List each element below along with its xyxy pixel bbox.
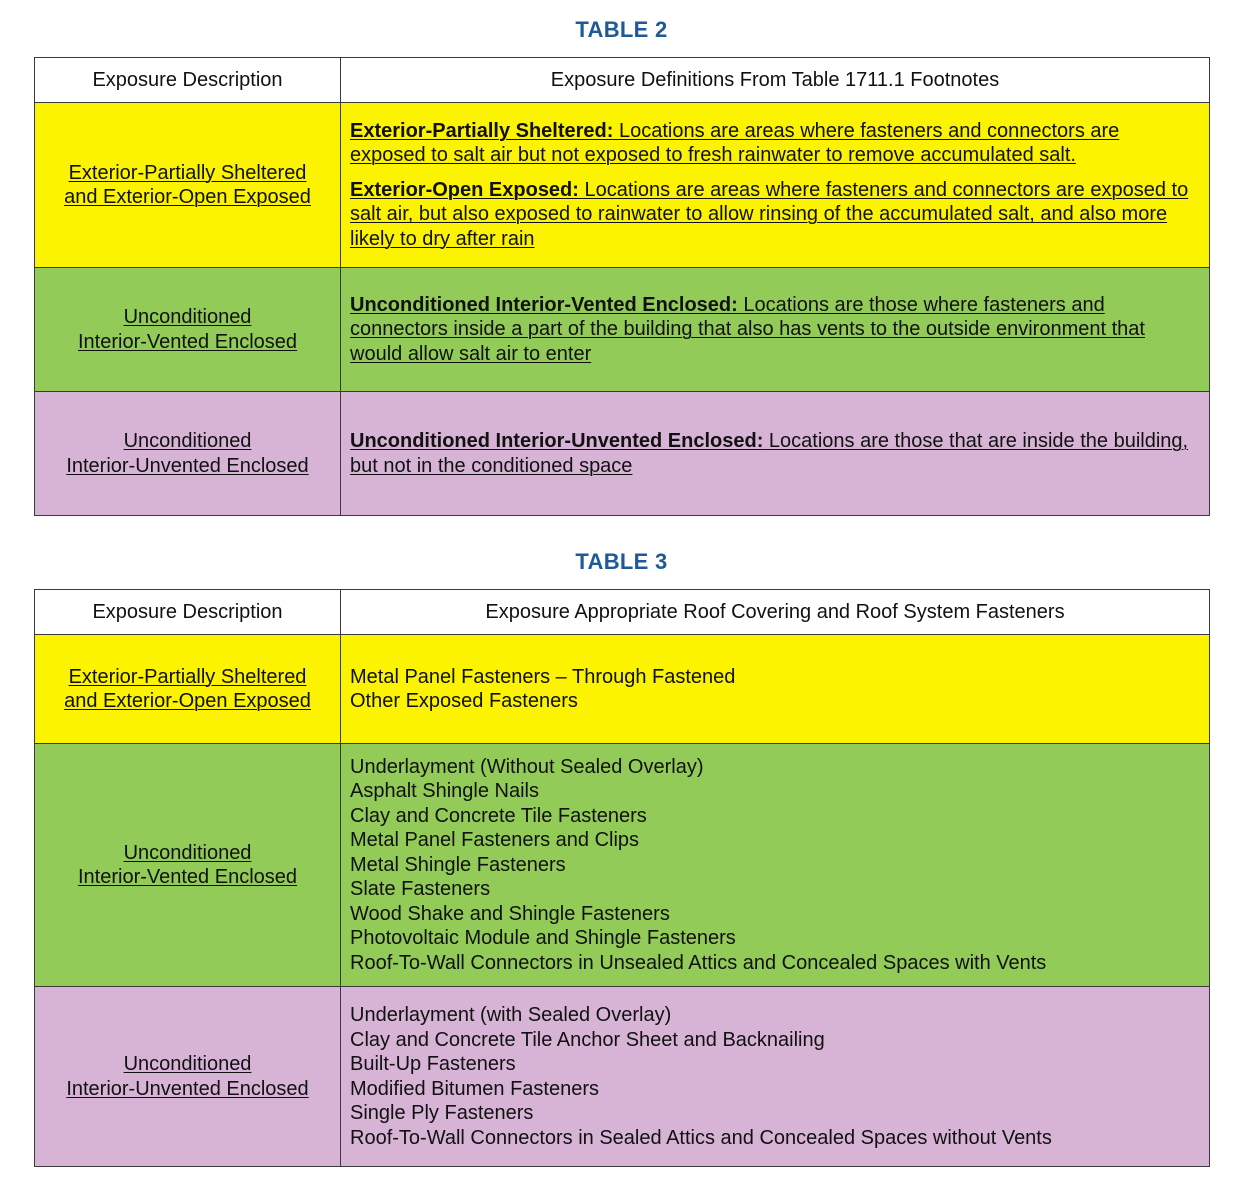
list-item: Asphalt Shingle Nails (350, 780, 539, 803)
list-item: Underlayment (with Sealed Overlay) (350, 1004, 672, 1026)
description-line: Interior-Unvented Enclosed (66, 1077, 309, 1100)
definition-term: Unconditioned Interior-Vented Enclosed: (350, 293, 738, 316)
description-line: Unconditioned (123, 1053, 252, 1075)
list-item: Roof-To-Wall Connectors in Sealed Attics and Concealed Spaces without Vents (350, 1126, 1052, 1149)
list-item: Roof-To-Wall Connectors in Unsealed Attics and Concealed Spaces with Vents (350, 951, 1047, 974)
description-line: Unconditioned (123, 306, 252, 328)
table-row (35, 103, 1210, 268)
table-row (35, 392, 1210, 516)
description-line: and Exterior-Open Exposed (64, 690, 311, 712)
list-item: Metal Shingle Fasteners (350, 853, 566, 876)
list-item: Clay and Concrete Tile Fasteners (350, 804, 647, 827)
list-item: Modified Bitumen Fasteners (350, 1077, 600, 1100)
definition-term: Exterior-Open Exposed: (350, 178, 579, 201)
table-row (35, 744, 1210, 987)
table3-header-row (35, 590, 1210, 635)
description-line: Unconditioned (123, 430, 252, 452)
description-line: Exterior-Partially Sheltered (68, 161, 307, 184)
fastener-list-cell (341, 744, 1210, 987)
table-row (35, 635, 1210, 744)
table2-title: TABLE 2 (575, 17, 668, 42)
table2-header-row (35, 58, 1210, 103)
exposure-definition-cell (341, 268, 1210, 392)
table2-header-definitions: Exposure Definitions From Table 1711.1 Footnotes (341, 58, 1210, 103)
definition-term: Exterior-Partially Sheltered: (350, 119, 614, 142)
list-item: Metal Panel Fasteners and Clips (350, 829, 640, 852)
exposure-description-cell (35, 103, 341, 268)
description-line: Exterior-Partially Sheltered (68, 665, 307, 688)
definition-text: Locations are those that are inside the building, but not in the conditioned space (350, 430, 1189, 477)
list-item: Built-Up Fasteners (350, 1053, 516, 1075)
definition-paragraph (350, 429, 1195, 478)
definition-text: Locations are those where fasteners and connectors inside a part of the building that also has vents to the outside environment that would allow salt air to enter (350, 293, 1145, 365)
list-item: Photovoltaic Module and Shingle Fasteners (350, 927, 736, 950)
list-item: Clay and Concrete Tile Anchor Sheet and Backnailing (350, 1028, 825, 1051)
list-item: Single Ply Fasteners (350, 1102, 534, 1124)
list-item: Underlayment (Without Sealed Overlay) (350, 755, 704, 778)
definition-paragraph (350, 119, 1195, 168)
definition-paragraph (350, 178, 1195, 252)
list-item: Slate Fasteners (350, 878, 491, 901)
table2-header-description: Exposure Description (35, 58, 341, 103)
fastener-list-cell (341, 635, 1210, 744)
definition-paragraph (350, 293, 1195, 367)
exposure-description-cell (35, 392, 341, 516)
list-item: Metal Panel Fasteners – Through Fastened (350, 665, 736, 688)
definition-text: Locations are areas where fasteners and connectors are exposed to salt air but not exposed to fresh rainwater to remove accumulated salt. (350, 119, 1120, 167)
table3 (34, 589, 1210, 1167)
list-item: Wood Shake and Shingle Fasteners (350, 902, 670, 925)
exposure-description-cell (35, 987, 341, 1167)
table2 (34, 57, 1210, 516)
definition-text: Locations are areas where fasteners and connectors are exposed to salt air, but also exposed to rainwater to allow rinsing of the accumulated salt, and also more likely to dry after rain (350, 178, 1189, 250)
exposure-definition-cell (341, 392, 1210, 516)
list-item: Other Exposed Fasteners (350, 690, 578, 712)
exposure-description-cell (35, 268, 341, 392)
table3-header-fasteners: Exposure Appropriate Roof Covering and Roof System Fasteners (341, 590, 1210, 635)
exposure-description-cell (35, 635, 341, 744)
table3-header-description: Exposure Description (35, 590, 341, 635)
exposure-definition-cell (341, 103, 1210, 268)
table-row (35, 987, 1210, 1167)
fastener-list-cell (341, 987, 1210, 1167)
table-row (35, 268, 1210, 392)
description-line: Interior-Vented Enclosed (77, 866, 298, 888)
exposure-description-cell (35, 744, 341, 987)
description-line: Interior-Unvented Enclosed (66, 454, 309, 477)
description-line: and Exterior-Open Exposed (64, 186, 311, 208)
description-line: Interior-Vented Enclosed (77, 330, 298, 353)
description-line: Unconditioned (123, 841, 252, 864)
table3-title: TABLE 3 (575, 549, 668, 574)
definition-term: Unconditioned Interior-Unvented Enclosed: (350, 430, 764, 452)
